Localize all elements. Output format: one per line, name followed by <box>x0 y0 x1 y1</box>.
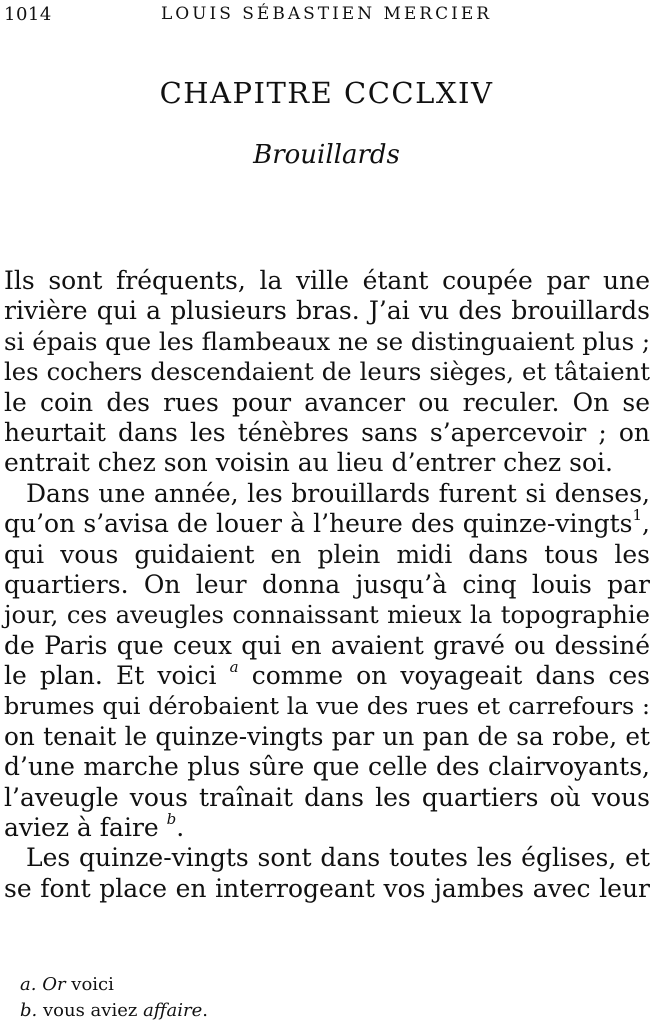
chapter-title: CHAPITRE CCCLXIV <box>159 76 494 110</box>
text-line <box>4 418 650 448</box>
text-line <box>4 505 650 539</box>
running-head: LOUIS SÉBASTIEN MERCIER <box>160 4 493 24</box>
page-header <box>0 4 653 30</box>
footnote-italic: affaire <box>143 1000 203 1021</box>
line-text: qui vous guidaient en plein midi dans tous les <box>4 539 650 569</box>
footnote-end: . <box>202 1000 209 1021</box>
text-line <box>4 388 650 418</box>
line-text: jour, ces aveugles connaissant mieux la topographie <box>4 600 650 630</box>
line-text: aviez à faire <box>4 813 159 843</box>
line-text: on tenait le quinze-vingts par un pan de sa robe, et <box>4 721 650 751</box>
text-line <box>4 631 650 661</box>
line-text: Les quinze-vingts sont dans toutes les églises, et <box>26 843 650 873</box>
footnote-ref-b: b <box>166 809 177 828</box>
text-line <box>4 540 650 570</box>
footnote-text: voici <box>65 974 114 995</box>
line-text: heurtait dans les ténèbres sans s’apercevoir ; on <box>4 417 650 447</box>
line-text: rivière qui a plusieurs bras. J’ai vu des brouillards <box>4 296 650 326</box>
body-text <box>4 266 650 904</box>
line-text: Ils sont fréquents, la ville étant coupée par une <box>4 266 650 295</box>
line-punct: , <box>642 509 650 539</box>
line-text: se font place en interrogeant vos jambes avec leur <box>4 873 650 903</box>
text-line <box>4 722 650 752</box>
text-line <box>4 600 650 630</box>
text-line <box>4 691 650 721</box>
footnote-italic: Or <box>42 974 66 995</box>
text-line <box>4 874 650 904</box>
text-line <box>4 448 650 478</box>
footnote-ref-1: 1 <box>632 505 643 524</box>
text-line <box>4 266 650 296</box>
text-line <box>4 296 650 326</box>
text-line <box>4 327 650 357</box>
text-line <box>4 783 650 813</box>
text-line <box>4 570 650 600</box>
text-line <box>4 479 650 509</box>
footnote-b <box>20 998 640 1024</box>
line-text: d’une marche plus sûre que celle des clairvoyants, <box>4 752 650 782</box>
line-text: l’aveugle vous traînait dans les quartiers où vous <box>4 782 650 812</box>
footnote-a <box>20 972 640 998</box>
text-line <box>4 752 650 782</box>
line-text: de Paris que ceux qui en avaient gravé ou dessiné <box>4 630 650 660</box>
footnotes <box>20 972 640 1024</box>
text-line <box>4 657 651 691</box>
footnote-marker: a. <box>20 974 37 995</box>
line-text: brumes qui dérobaient la vue des rues et carrefours : <box>4 692 650 721</box>
line-text: les cochers descendaient de leurs sièges, et tâtaient <box>4 357 650 387</box>
line-punct: . <box>176 813 185 843</box>
footnote-marker: b. <box>20 1000 38 1021</box>
line-text: le plan. Et voici <box>4 661 217 691</box>
footnote-ref-a: a <box>229 657 239 676</box>
footnote-text: vous aviez <box>42 1000 144 1021</box>
line-text: qu’on s’avisa de louer à l’heure des quinze-vingts <box>4 509 633 539</box>
line-text: le coin des rues pour avancer ou reculer. On se <box>4 387 650 417</box>
text-line <box>4 357 650 387</box>
line-text: si épais que les flambeaux ne se distinguaient plus ; <box>4 326 651 356</box>
line-text: quartiers. On leur donna jusqu’à cinq louis par <box>4 569 650 599</box>
line-text: Dans une année, les brouillards furent si denses, <box>26 478 650 508</box>
chapter-subtitle: Brouillards <box>253 140 400 170</box>
page-number: 1014 <box>4 4 52 25</box>
line-text: entrait chez son voisin au lieu d’entrer chez soi. <box>4 448 613 478</box>
text-line <box>4 809 650 843</box>
text-line <box>4 843 650 873</box>
line-text: comme on voyageait dans ces <box>251 661 651 691</box>
